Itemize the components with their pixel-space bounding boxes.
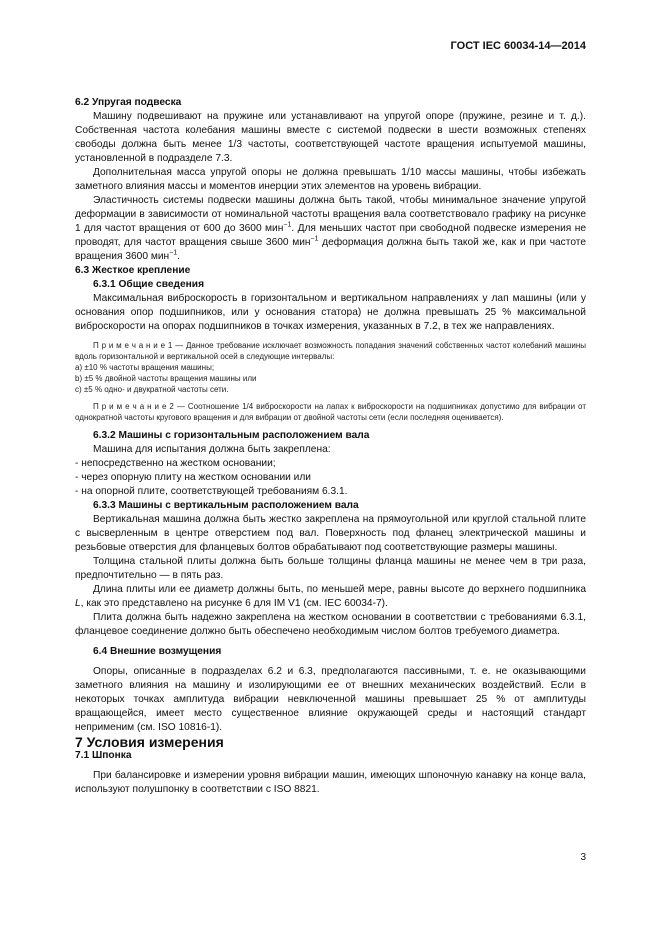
section-7-1-paragraph: При балансировке и измерении уровня вибрации машин, имеющих шпоночную канавку на конце вала, используют полушпонку в соответствии с ISO 8821. [75,770,586,795]
document-code-header: ГОСТ IEC 60034-14—2014 [450,40,586,52]
section-6-2-paragraph-3: Эластичность системы подвески машины должна быть такой, чтобы минимальное значение упругой деформации в зависимости от номинальной частоты вращения вала соответствовало графику на рисунке 1 для частот вращения от 600 до 3600 мин$^{-1}$. Для меньших частот при свободной подвеске измерения не проводят, для частот вращения свыше 3600 мин$^{-1}$ деформация должна быть такой же, как и при частоте вращения 3600 мин$^{-1}$. [75,195,586,262]
note-2: П р и м е ч а н и е 2 — Соотношение 1/4 виброскорости на лапах к виброскорости на подшипниках допустимо для вибрации от однократной частоты кругового вращения и для вибрации от двойной частоты сети (если последняя оценивается). [75,402,586,422]
section-6-3-2-list-item-3: - на опорной плите, соответствующей требованиям 6.3.1. [75,486,348,497]
section-6-3-1-paragraph: Максимальная виброскорость в горизонтальном и вертикальном направлениях у лап машины (или у основания опор подшипников, или у основания статора) не должна превышать 25 % максимальной виброскорости на опорах подшипников в точках измерения, указанных в 7.2, в тех же направлениях. [75,293,586,332]
page-number: 3 [580,852,586,863]
section-6-3-3-heading: 6.3.3 Машины с вертикальным расположением вала [93,500,359,511]
section-6-3-1-heading: 6.3.1 Общие сведения [93,279,205,290]
section-6-2-paragraph-2: Дополнительная масса упругой опоры не должна превышать 1/10 массы машины, чтобы избежать заметного влияния массы и моментов инерции этих элементов на уровень вибрации. [75,167,586,192]
section-6-2-heading: 6.2 Упругая подвеска [75,97,182,108]
note-1-item-a: а) ±10 % частоты вращения машины; [75,363,215,372]
page-body [75,96,586,797]
section-6-3-2-heading: 6.3.2 Машины с горизонтальным расположением вала [93,430,370,441]
section-6-3-3-paragraph-3: Длина плиты или ее диаметр должны быть, по меньшей мере, равны высоте до верхнего подшипника L, как это представлено на рисунке 6 для IM V1 (см. IEC 60034-7). [75,584,586,609]
note-1-item-b: b) ±5 % двойной частоты вращения машины или [75,374,257,383]
note-1: П р и м е ч а н и е 1 — Данное требование исключает возможность попадания значений собственных частот колебаний машины вдоль горизонтальной и вертикальной осей в следующие интервалы: [75,341,586,361]
section-6-3-2-list-item-2: - через опорную плиту на жестком основании или [75,472,311,483]
section-6-3-2-paragraph: Машина для испытания должна быть закреплена: [93,444,331,455]
section-6-4-paragraph: Опоры, описанные в подразделах 6.2 и 6.3, предполагаются пассивными, т. е. не оказывающими заметного влияния на машину и изолирующими ее от внешних механических воздействий. Если в некоторых точках амплитуда вибрации невключенной машины превышает 25 % от амплитуды вращающейся, имеет место существенное влияние окружающей среды и настоящий стандарт неприменим (см. ISO 10816-1). [75,666,586,733]
section-6-3-3-paragraph-4: Плита должна быть надежно закреплена на жестком основании в соответствии с требованиями 6.3.1, фланцевое соединение должно быть обеспечено необходимым числом болтов требуемого диаметра. [75,612,586,637]
note-1-item-c: c) ±5 % одно- и двукратной частоты сети. [75,385,229,394]
section-6-3-2-list-item-1: - непосредственно на жестком основании; [75,458,276,469]
section-6-3-heading: 6.3 Жесткое крепление [75,265,191,276]
section-6-4-heading: 6.4 Внешние возмущения [93,646,222,657]
section-6-2-paragraph-1: Машину подвешивают на пружине или устанавливают на упругой опоре (пружине, резине и т. д.). Собственная частота колебания машины вместе с системой подвески в шести возможных степенях свободы должна быть менее 1/3 частоты, соответствующей частоте вращения испытуемой машины, установленной в подразделе 7.3. [75,111,586,164]
section-6-3-3-paragraph-1: Вертикальная машина должна быть жестко закреплена на прямоугольной или круглой стальной плите с высверленным в центре отверстием под вал. Поверхность под фланец электрической машины и резьбовые отверстия для фланцевых болтов обрабатывают под соответствующие размеры машины. [75,514,586,553]
section-7-heading: 7 Условия измерения [75,734,224,750]
section-7-1-heading: 7.1 Шпонка [75,750,132,761]
section-6-3-3-paragraph-2: Толщина стальной плиты должна быть больше толщины фланца машины не менее чем в три раза, предпочтительно — в пять раз. [75,556,586,581]
